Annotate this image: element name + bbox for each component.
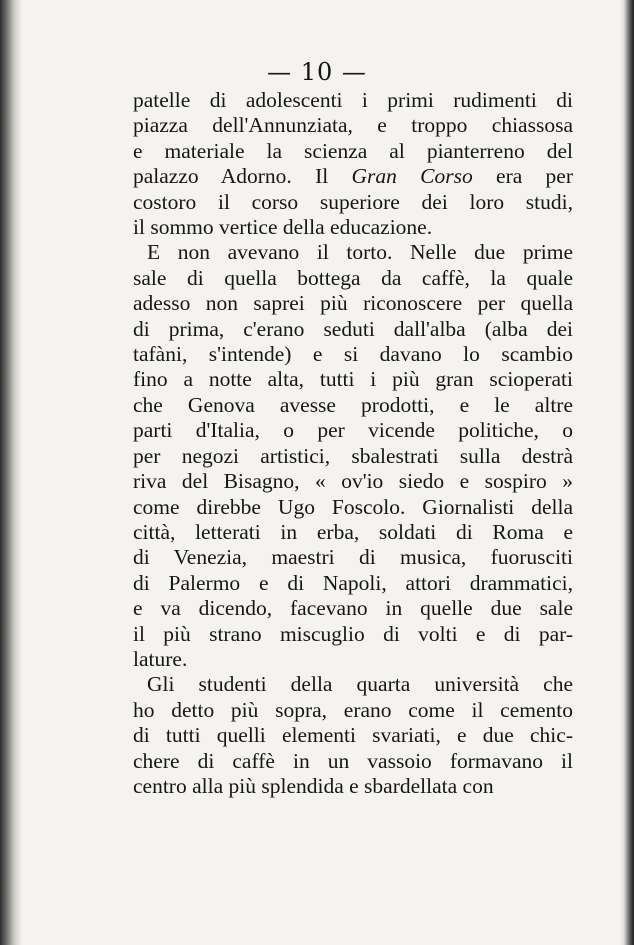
text-line: che Genova avesse prodotti, e le altre (133, 392, 573, 417)
text-line: patelle di adolescenti i primi rudimenti di (133, 88, 573, 112)
text-line: tafàni, s'intende) e si davano lo scambio (133, 342, 573, 367)
text-line: di Venezia, maestri di musica, fuorusciti (133, 545, 573, 570)
page-number: — 10 — (267, 58, 367, 86)
text-line: lature. (133, 646, 188, 671)
text-line: e materiale la scienza al pianterreno del (133, 138, 573, 163)
text-line: piazza dell'Annunziata, e troppo chiassosa (133, 113, 573, 138)
page-edge (620, 0, 634, 945)
text-line: adesso non saprei più riconoscere per quella (133, 291, 573, 316)
text-line: costoro il corso superiore dei loro studi, (133, 189, 573, 214)
paragraph (133, 88, 573, 240)
text-line: e va dicendo, facevano in quelle due sale (133, 596, 573, 621)
text-line: Gli studenti della quarta università che (147, 672, 573, 697)
text-line: parti d'Italia, o per vicende politiche, o (133, 418, 573, 443)
text-line: di prima, c'erano seduti dall'alba (alba dei (133, 316, 573, 341)
text-line: il sommo vertice della educazione. (133, 215, 433, 240)
text-line: E non avevano il torto. Nelle due prime (147, 240, 573, 265)
text-line: riva del Bisagno, « ov'io siedo e sospiro » (133, 469, 573, 494)
text-line: il più strano miscuglio di volti e di par- (133, 621, 573, 646)
text-line: di tutti quelli elementi svariati, e due chic- (133, 723, 573, 748)
text-line: sale di quella bottega da caffè, la quale (133, 265, 573, 290)
text-line: centro alla più splendida e sbardellata con (133, 773, 494, 798)
paragraph (133, 240, 573, 672)
paragraph (133, 672, 573, 799)
text-line: ho detto più sopra, erano come il cemento (133, 697, 573, 722)
text-line: città, letterati in erba, soldati di Roma e (133, 519, 573, 544)
italic-title: Gran Corso (351, 164, 473, 189)
text-line: per negozi artistici, sbalestrati sulla destrà (133, 443, 573, 468)
binding-shadow (0, 0, 22, 945)
text-line: fino a notte alta, tutti i più gran scioperati (133, 367, 573, 392)
text-line: di Palermo e di Napoli, attori drammatici, (133, 570, 573, 595)
body-text (133, 88, 573, 799)
text-line: come direbbe Ugo Foscolo. Giornalisti della (133, 494, 573, 519)
text-line: palazzo Adorno. Il Gran Corso era per (133, 164, 574, 189)
text-line: chere di caffè in un vassoio formavano il (133, 748, 573, 773)
